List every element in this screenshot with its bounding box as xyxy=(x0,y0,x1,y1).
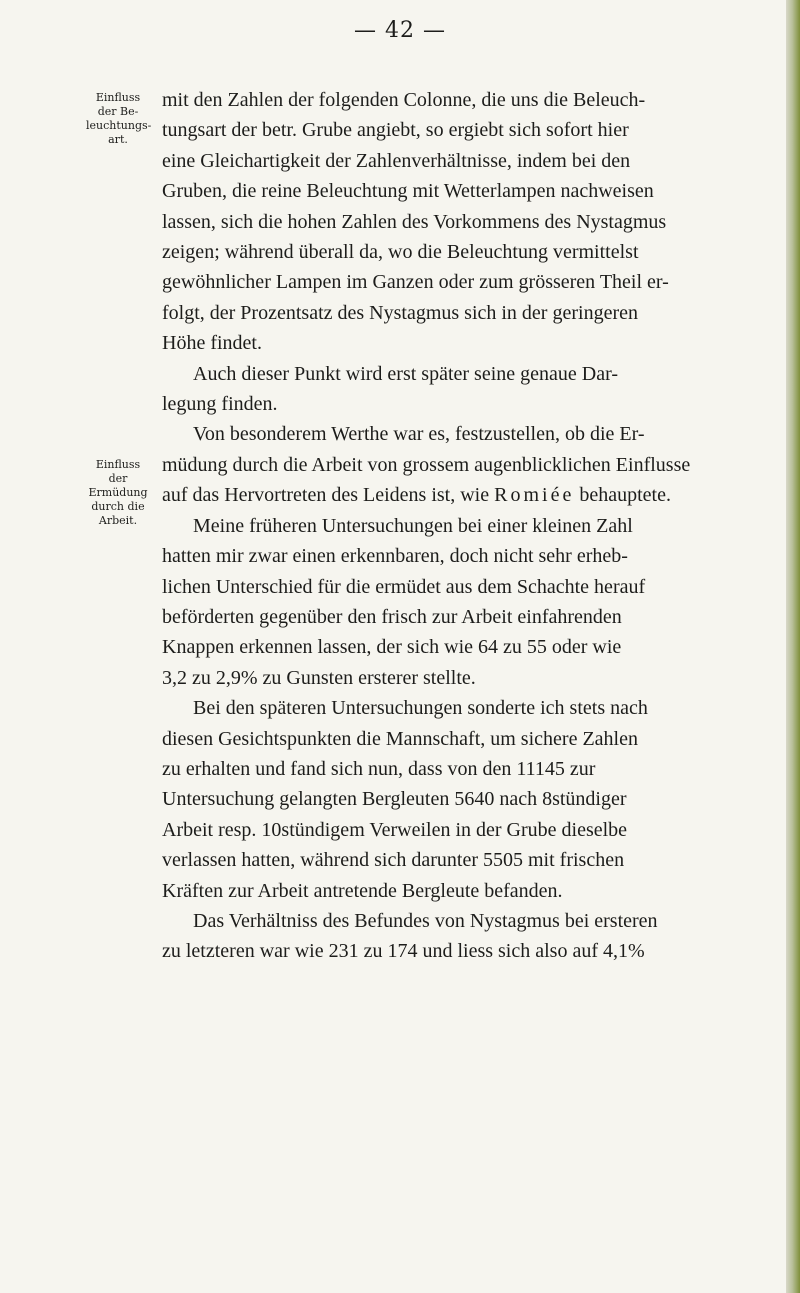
text-line: Höhe findet. xyxy=(162,332,262,355)
text-line: Das Verhältniss des Befundes von Nystagmus bei ersteren xyxy=(193,909,658,932)
text-line: diesen Gesichtspunkten die Mannschaft, um sichere Zahlen xyxy=(162,727,638,750)
text-line: zu erhalten und fand sich nun, dass von den 11145 zur xyxy=(162,757,596,780)
text-line: 3,2 zu 2,9% zu Gunsten ersterer stellte. xyxy=(162,666,476,689)
text-line: mit den Zahlen der folgenden Colonne, die uns die Beleuch- xyxy=(162,89,646,111)
text-line: Meine früheren Untersuchungen bei einer kleinen Zahl xyxy=(193,514,633,537)
margin-note-beleuchtungsart: Einfluss der Beleuchtungsart. xyxy=(86,91,152,146)
text-line: lassen, sich die hohen Zahlen des Vorkommens des Nystagmus xyxy=(162,210,667,233)
text-line: gewöhnlicher Lampen im Ganzen oder zum grösseren Theil er- xyxy=(162,271,669,294)
page-edge xyxy=(786,0,800,1293)
body-text xyxy=(162,85,712,967)
paragraph-1 xyxy=(162,85,712,359)
text-line: beförderten gegenüber den frisch zur Arbeit einfahrenden xyxy=(162,605,622,628)
text-line: zeigen; während überall da, wo die Beleuchtung vermittelst xyxy=(162,241,639,264)
text-line: müdung durch die Arbeit von grossem augenblicklichen Einflusse xyxy=(162,453,691,476)
text-line: Gruben, die reine Beleuchtung mit Wetterlampen nachweisen xyxy=(162,180,654,203)
text-line: folgt, der Prozentsatz des Nystagmus sich in der geringeren xyxy=(162,301,638,324)
text-line: hatten mir zwar einen erkennbaren, doch nicht sehr erheb- xyxy=(162,545,628,568)
text-line: Arbeit resp. 10stündigem Verweilen in der Grube dieselbe xyxy=(162,818,628,841)
text-line: Kräften zur Arbeit antretende Bergleute befanden. xyxy=(162,879,563,902)
text-line: Bei den späteren Untersuchungen sonderte ich stets nach xyxy=(193,697,648,720)
text-line: verlassen hatten, während sich darunter 5505 mit frischen xyxy=(162,849,625,872)
text-line: zu letzteren war wie 231 zu 174 und liess sich also auf 4,1% xyxy=(162,940,645,963)
paragraph-5 xyxy=(162,906,712,967)
text-segment: behauptete. xyxy=(574,484,671,507)
text-line: legung finden. xyxy=(162,393,278,416)
author-name: Romiée xyxy=(494,484,575,507)
text-line: Knappen erkennen lassen, der sich wie 64 zu 55 oder wie xyxy=(162,636,622,659)
text-line: eine Gleichartigkeit der Zahlenverhältnisse, indem bei den xyxy=(162,149,631,172)
paragraph-2 xyxy=(162,359,712,420)
margin-note-ermuedung: Einfluss der Ermüdung durch die Arbeit. xyxy=(88,458,148,527)
text-line-with-name xyxy=(162,480,712,510)
text-line: tungsart der betr. Grube angiebt, so ergiebt sich sofort hier xyxy=(162,119,629,142)
text-line: Von besonderem Werthe war es, festzustellen, ob die Er- xyxy=(193,423,645,446)
text-segment: auf das Hervortreten des Leidens ist, wie xyxy=(162,484,495,507)
text-line: Auch dieser Punkt wird erst später seine genaue Dar- xyxy=(193,362,619,385)
text-line: Untersuchung gelangten Bergleuten 5640 nach 8stündiger xyxy=(162,788,627,811)
page-number: — 42 — xyxy=(354,18,446,43)
text-line: lichen Unterschied für die ermüdet aus dem Schachte herauf xyxy=(162,575,646,598)
paragraph-3 xyxy=(162,419,712,693)
paragraph-4 xyxy=(162,693,712,906)
